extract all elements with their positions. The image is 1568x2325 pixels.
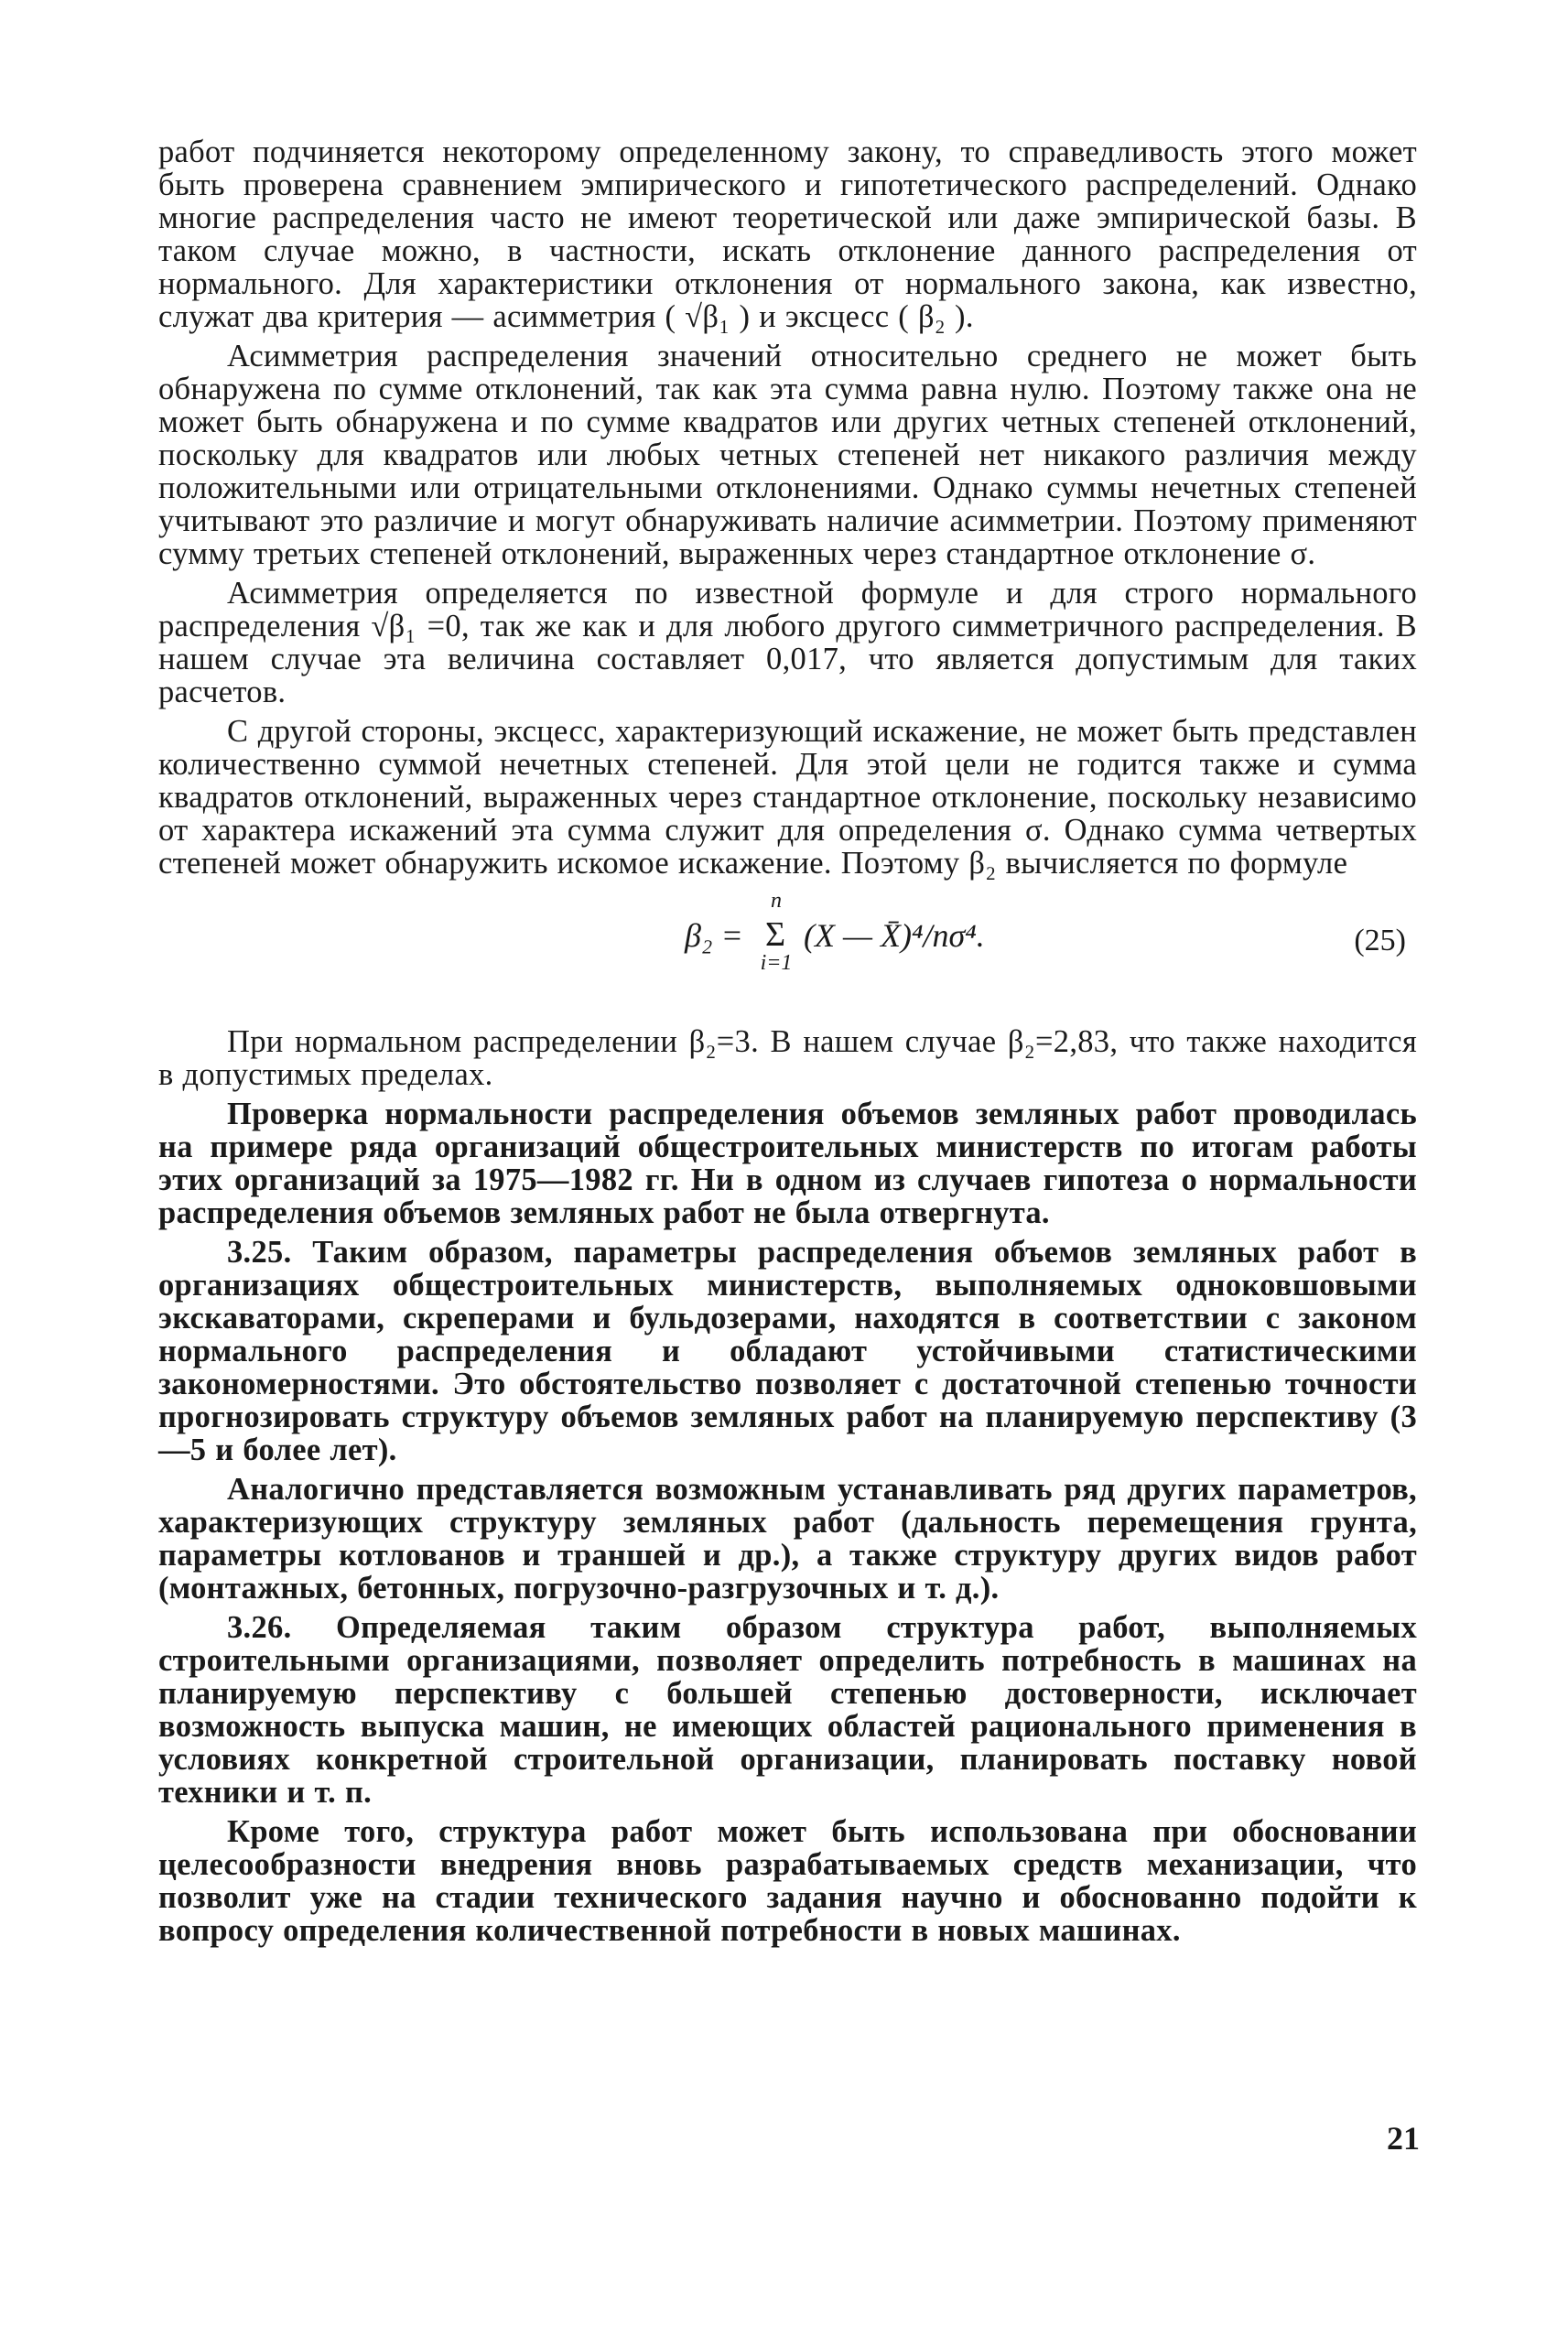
sum-sign: Σ	[765, 915, 786, 954]
formula-number: (25)	[1354, 924, 1406, 957]
paragraph-3: Асимметрия определяется по известной формуле и для строго нормального распределения √β₁ =0, так же как и для любого другого симметричного распределения. В нашем случае эта величина составляет 0,017, что является допустимым для таких расчетов.	[158, 576, 1417, 709]
paragraph-8: Аналогично представляется возможным устанавливать ряд других параметров, характеризующих структуру земляных работ (дальность перемещения грунта, параметры котлованов и траншей и др.), а также структуру других видов работ (монтажных, бетонных, погрузочно-разгрузочных и т. д.).	[158, 1472, 1417, 1606]
paragraph-5: При нормальном распределении β₂=3. В нашем случае β₂=2,83, что также находится в допустимых пределах.	[158, 1024, 1417, 1092]
formula-lhs-text: β₂ =	[685, 917, 743, 954]
paragraph-4: С другой стороны, эксцесс, характеризующий искажение, не может быть представлен количественно суммой нечетных степеней. Для этой цели не годится также и сумма квадратов отклонений, выраженных через стандартное отклонение, поскольку независимо от характера искажений эта сумма служит для определения σ. Однако сумма четвертых степеней может обнаружить искомое искажение. Поэтому β₂ вычисляется по формуле	[158, 714, 1417, 881]
sum-upper-limit: n	[771, 889, 782, 913]
page-body	[158, 135, 1417, 1953]
summation-symbol	[758, 891, 795, 973]
paragraph-1: работ подчиняется некоторому определенному закону, то справедливость этого может быть проверена сравнением эмпирического и гипотетического распределений. Однако многие распределения часто не имеют теоретической или даже эмпирической базы. В таком случае можно, в частности, искать отклонение данного распределения от нормального. Для характеристики отклонения от нормального закона, как известно, служат два критерия — асимметрия ( √β₁ ) и эксцесс ( β₂ ).	[158, 135, 1417, 334]
sum-lower-limit: i=1	[760, 951, 793, 975]
page-number: 21	[1387, 2120, 1420, 2157]
paragraph-10: Кроме того, структура работ может быть использована при обосновании целесообразности внедрения вновь разрабатываемых средств механизации, что позволит уже на стадии технического задания научно и обоснованно подойти к вопросу определения количественной потребности в новых машинах.	[158, 1814, 1417, 1948]
paragraph-6: Проверка нормальности распределения объемов земляных работ проводилась на примере ряда организаций общестроительных министерств по итогам работы этих организаций за 1975—1982 гг. Ни в одном из случаев гипотеза о нормальности распределения объемов земляных работ не была отвергнута.	[158, 1097, 1417, 1230]
formula-25	[158, 891, 1417, 1005]
paragraph-7: 3.25. Таким образом, параметры распределения объемов земляных работ в организациях общестроительных министерств, выполняемых одноковшовыми экскаваторами, скреперами и бульдозерами, находятся в соответствии с законом нормального распределения и обладают устойчивыми статистическими закономерностями. Это обстоятельство позволяет с достаточной степенью точности прогнозировать структуру объемов земляных работ на планируемую перспективу (3—5 и более лет).	[158, 1235, 1417, 1467]
paragraph-2: Асимметрия распределения значений относительно среднего не может быть обнаружена по сумме отклонений, так как эта сумма равна нулю. Поэтому также она не может быть обнаружена и по сумме квадратов или других четных степеней отклонений, поскольку для квадратов или любых четных степеней нет никакого различия между положительными или отрицательными отклонениями. Однако суммы нечетных степеней учитывают это различие и могут обнаруживать наличие асимметрии. Поэтому применяют сумму третьих степеней отклонений, выраженных через стандартное отклонение σ.	[158, 339, 1417, 571]
paragraph-9: 3.26. Определяемая таким образом структура работ, выполняемых строительными организациями, позволяет определить потребность в машинах на планируемую перспективу с большей степенью достоверности, исключает возможность выпуска машин, не имеющих областей рационального применения в условиях конкретной строительной организации, планировать поставку новой техники и т. п.	[158, 1610, 1417, 1810]
formula-lhs	[685, 916, 743, 955]
formula-rhs: (X — X̄)⁴/nσ⁴.	[804, 917, 985, 954]
